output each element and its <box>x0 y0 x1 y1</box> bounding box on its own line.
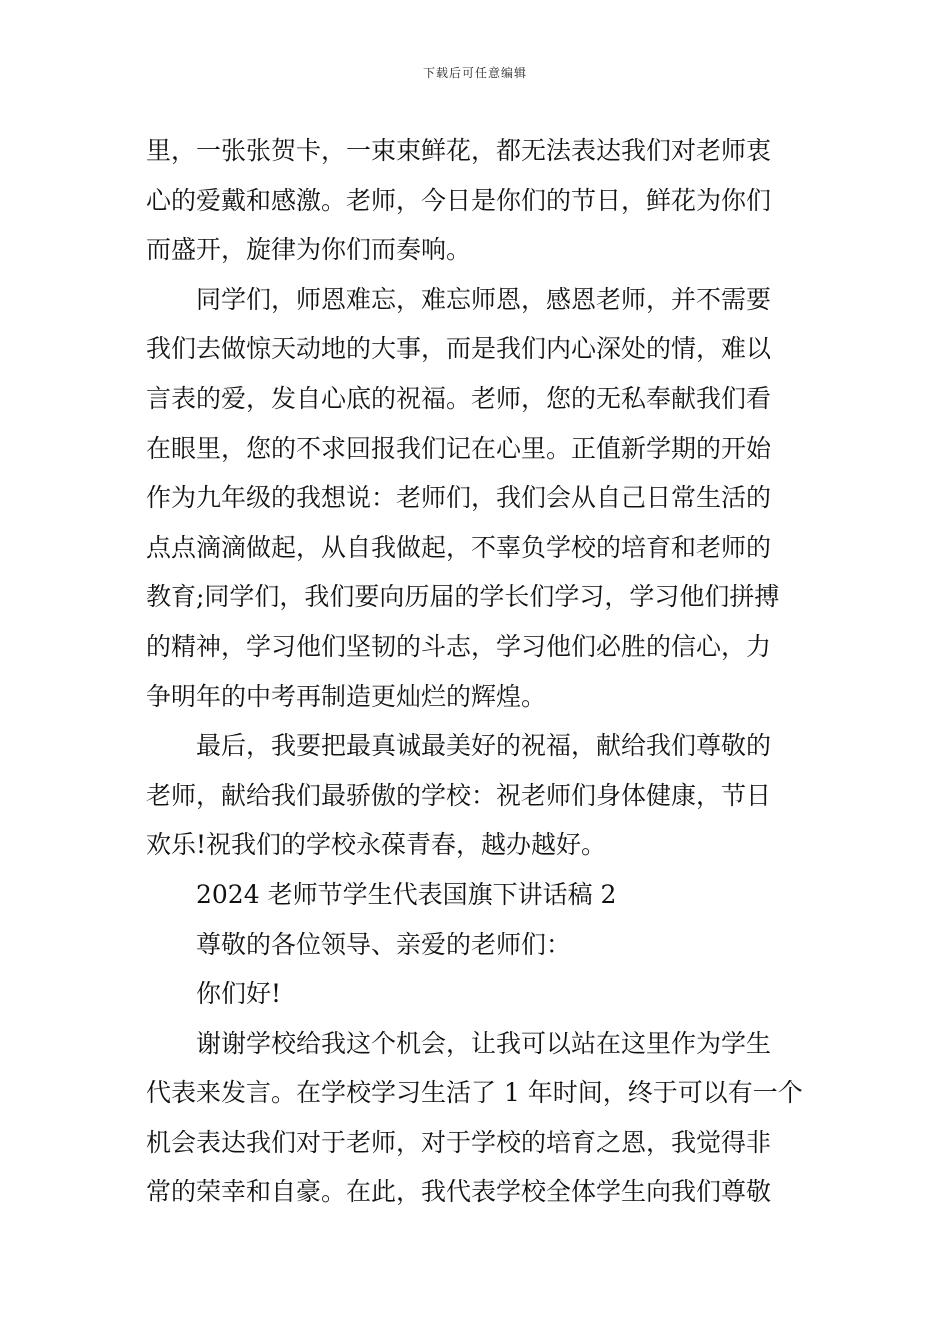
paragraph-start-line: 同学们，师恩难忘，难忘师恩，感恩老师，并不需要 <box>196 284 772 314</box>
text-line: 常的荣幸和自豪。在此，我代表学校全体学生向我们尊敬 <box>146 1177 772 1207</box>
text-line: 而盛开，旋律为你们而奏响。 <box>146 235 472 265</box>
greeting: 你们好! <box>196 979 282 1009</box>
text-line: 言表的爱，发自心底的祝福。老师，您的无私奉献我们看 <box>146 383 772 413</box>
text-line: 的精神，学习他们坚韧的斗志，学习他们必胜的信心，力 <box>146 631 772 661</box>
text-line: 在眼里，您的不求回报我们记在心里。正值新学期的开始 <box>146 433 772 463</box>
section-title: 2024 老师节学生代表国旗下讲话稿 2 <box>196 879 617 909</box>
text-line: 点点滴滴做起，从自我做起，不辜负学校的培育和老师的 <box>146 532 772 562</box>
text-line: 欢乐!祝我们的学校永葆青春，越办越好。 <box>146 830 607 860</box>
text-line: 机会表达我们对于老师，对于学校的培育之恩，我觉得非 <box>146 1127 772 1157</box>
text-line: 争明年的中考再制造更灿烂的辉煌。 <box>146 681 547 711</box>
header-note: 下载后可任意编辑 <box>422 66 527 80</box>
text-line: 老师，献给我们最骄傲的学校：祝老师们身体健康，节日 <box>146 780 772 810</box>
text-line: 心的爱戴和感激。老师，今日是你们的节日，鲜花为你们 <box>146 185 772 215</box>
text-line: 作为九年级的我想说：老师们，我们会从自己日常生活的 <box>146 483 772 513</box>
paragraph-start-line: 谢谢学校给我这个机会，让我可以站在这里作为学生 <box>196 1028 772 1058</box>
salutation: 尊敬的各位领导、亲爱的老师们： <box>196 929 572 959</box>
text-line: 教育;同学们，我们要向历届的学长们学习，学习他们拼搏 <box>146 582 780 612</box>
document-body <box>146 126 808 1217</box>
text-line: 代表来发言。在学校学习生活了 1 年时间，终于可以有一个 <box>146 1078 803 1108</box>
paragraph-start-line: 最后，我要把最真诚最美好的祝福，献给我们尊敬的 <box>196 731 772 761</box>
text-line: 里，一张张贺卡，一束束鲜花，都无法表达我们对老师衷 <box>146 136 772 165</box>
text-line: 我们去做惊天动地的大事，而是我们内心深处的情，难以 <box>146 334 772 364</box>
